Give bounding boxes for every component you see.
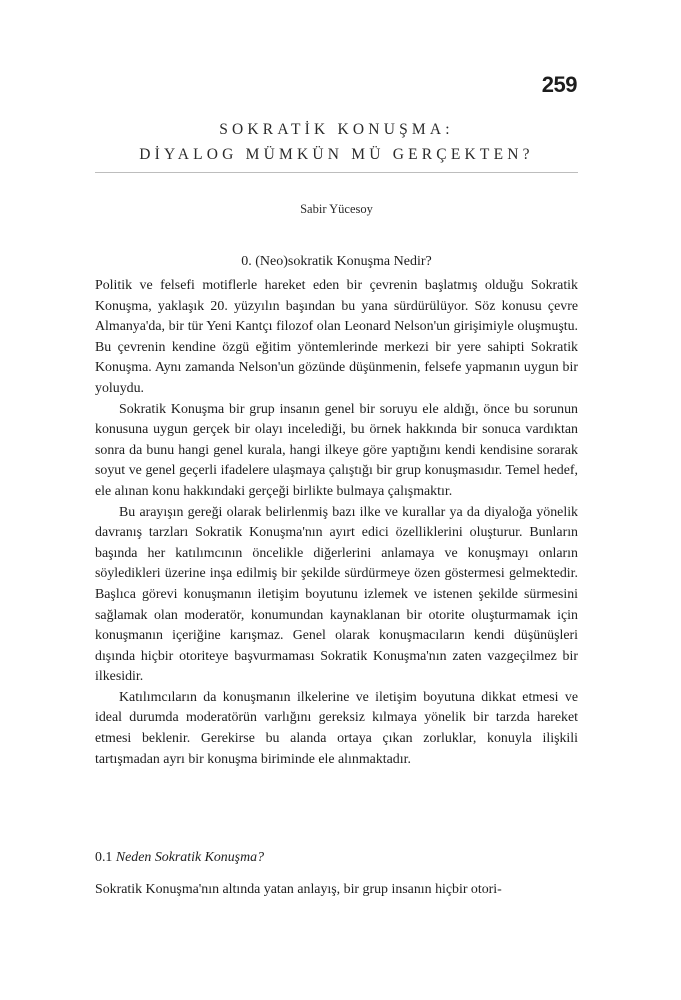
chapter-title-line-1: SOKRATİK KONUŞMA: — [219, 121, 454, 138]
title-divider — [95, 172, 578, 173]
chapter-title-line-2: DİYALOG MÜMKÜN MÜ GERÇEKTEN? — [139, 146, 534, 163]
page-number: 259 — [541, 72, 577, 97]
paragraph: Bu arayışın gereği olarak belirlenmiş bazı ilke ve kurallar ya da diyaloğa yönelik davranış tarzları Sokratik Konuşma'nın ayırt edici özelliklerini oluşturur. Bunların başında her katılımcının öncelikle diğerlerini anlamaya ve konuşmayı onların söyledikleri üzerine inşa edilmiş bir şekilde sürdürmeye özen göstermesi gelmektedir. Başlıca görevi konuşmanın iletişim boyutunu izlemek ve istenen şekilde sürmesini sağlamak olan moderatör, konumundan kaynaklanan bir otorite oluşturmamak için konuşmanın içeriğine karışmaz. Genel olarak konuşmacıların kendi düşünüşleri dışında hiçbir otoriteye başvurmaması Sokratik Konuşma'nın zaten vazgeçilmez bir ilkesidir. — [95, 504, 578, 685]
subsection-first-line: Sokratik Konuşma'nın altında yatan anlayış, bir grup insanın hiçbir otori- — [95, 882, 502, 897]
paragraph: Sokratik Konuşma bir grup insanın genel bir soruyu ele aldığı, önce bu sorunun konusuna uygun gerçek bir olayı incelediği, bu örnek hakkında bir sonuca vardıktan sonra da bunu hangi genel kurala, hangi ilkeye göre yaptığını kendi kendisine sorarak soyut ve genel geçerli ifadelere ulaşmaya çalıştığı bir grup konuşmasıdır. Temel hedef, ele alınan konu hakkındaki gerçeği birlikte bulmaya çalışmaktır. — [95, 401, 578, 499]
subsection-heading — [95, 850, 578, 866]
section-heading: 0. (Neo)sokratik Konuşma Nedir? — [241, 254, 432, 269]
author-name: Sabir Yücesoy — [300, 202, 373, 216]
body-text — [95, 276, 578, 770]
subsection-number: 0.1 — [95, 850, 113, 865]
paragraph: Katılımcıların da konuşmanın ilkelerine ve iletişim boyutuna dikkat etmesi ve ideal durumda moderatörün varlığını gereksiz kılmaya yönelik bir tarzda hareket etmesi beklenir. Gerekirse bu alanda ortaya çıkan zorluklar, konuyla ilişkili tartışmadan ayrı bir konuşma biriminde ele alınmaktadır. — [95, 689, 578, 767]
paragraph: Politik ve felsefi motiflerle hareket eden bir çevrenin başlatmış olduğu Sokratik Konuşma, yaklaşık 20. yüzyılın başından bu yana sürdürülüyor. Söz konusu çevre Almanya'da, bir tür Yeni Kantçı filozof olan Leonard Nelson'un girişimiyle oluşmuştu. Bu çevrenin kendine özgü eğitim yöntemlerinde merkezi bir yere sahipti Sokratik Konuşma. Aynı zamanda Nelson'un gözünde düşünmenin, felsefe yapmanın uygun bir yoluydu. — [95, 278, 578, 396]
subsection-title: Neden Sokratik Konuşma? — [115, 850, 265, 865]
